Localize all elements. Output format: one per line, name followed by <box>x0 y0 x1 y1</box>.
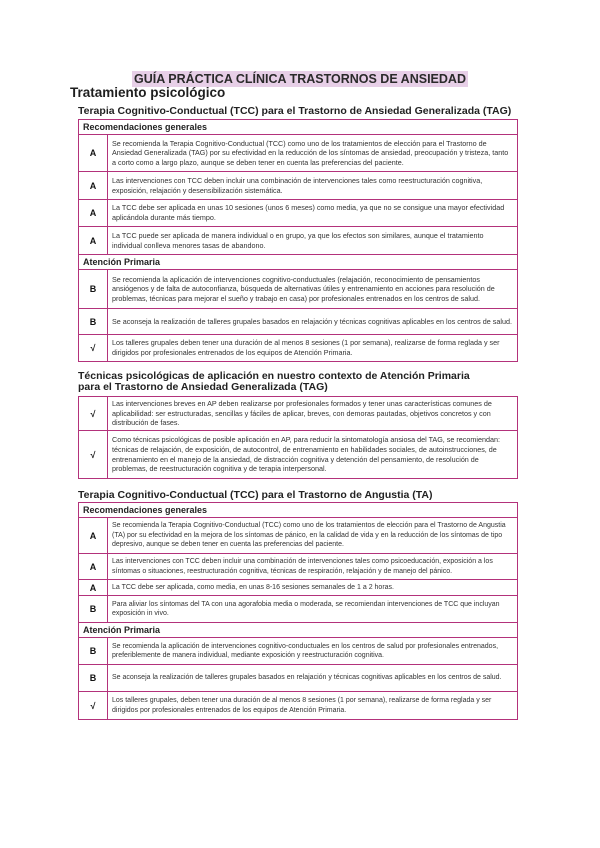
table-row <box>79 335 518 362</box>
tag-table-title: Terapia Cognitivo-Conductual (TCC) para el Trastorno de Ansiedad Generalizada (TAG) <box>78 105 512 117</box>
table-row <box>79 135 518 172</box>
table-row <box>79 172 518 200</box>
table-row <box>79 554 518 580</box>
grade-label: A <box>79 200 108 227</box>
table-row <box>79 596 518 623</box>
table-row <box>79 580 518 596</box>
recommendation-text: Se aconseja la realización de talleres grupales basados en relajación y técnicas cognitivas aplicables en los centros de salud. <box>108 309 518 335</box>
grade-label: √ <box>79 692 108 720</box>
recommendation-text: Se aconseja la realización de talleres grupales basados en relajación y técnicas cognitivas aplicables en los centros de salud. <box>108 665 518 692</box>
recommendation-text: Las intervenciones con TCC deben incluir una combinación de intervenciones tales como psicoeducación, exposición a los síntomas o situaciones, reestructuración cognitiva, técnicas de respiración, relajación y de manejo del pánico. <box>108 554 518 580</box>
grade-label: √ <box>79 397 108 431</box>
grade-label: B <box>79 665 108 692</box>
recommendation-text: Se recomienda la aplicación de intervenciones cognitivo-conductuales (relajación, reconocimiento de pensamientos ansiógenos y de falta de autoconfianza, búsqueda de alternativas útiles y entrenamiento en acciones para resolución de problemas, técnicas para mejorar el sueño y trabajo en casa) por profesionales entrenados en los centros de salud. <box>108 270 518 309</box>
recommendation-text: Se recomienda la Terapia Cognitivo-Conductual (TCC) como uno de los tratamientos de elección para el Trastorno de Ansiedad Generalizada (TAG) por su efectividad en la reducción de los síntomas de ansiedad, preocupación y tristeza, tanto a corto como a largo plazo, aunque se deben tener en cuenta las preferencias del paciente. <box>108 135 518 172</box>
recommendation-text: Para aliviar los síntomas del TA con una agorafobia media o moderada, se recomiendan intervenciones de TCC que incluyan exposición in vivo. <box>108 596 518 623</box>
tag-recommendations-table <box>78 119 518 362</box>
ta-primary-header: Atención Primaria <box>79 623 518 638</box>
ta-general-header: Recomendaciones generales <box>79 503 518 518</box>
recommendation-text: Se recomienda la aplicación de intervenciones cognitivo-conductuales en los centros de salud por profesionales entrenados, preferiblemente de manera individual, mediante exposición y reestructuración cognitiva. <box>108 638 518 665</box>
recommendation-text: Los talleres grupales deben tener una duración de al menos 8 sesiones (1 por semana), realizarse de forma reglada y ser dirigidos por profesionales entrenados de los equipos de Atención Primaria. <box>108 335 518 362</box>
grade-label: √ <box>79 335 108 362</box>
table-row <box>79 518 518 554</box>
table-row <box>79 227 518 255</box>
tag-general-header: Recomendaciones generales <box>79 120 518 135</box>
grade-label: B <box>79 270 108 309</box>
grade-label: A <box>79 227 108 255</box>
table-row <box>79 665 518 692</box>
table-row <box>79 692 518 720</box>
tag-primary-header: Atención Primaria <box>79 255 518 270</box>
recommendation-text: Los talleres grupales, deben tener una duración de al menos 8 sesiones (1 por semana), realizarse de forma reglada y ser dirigidos por profesionales entrenados de los equipos de Atención Primaria. <box>108 692 518 720</box>
table-row <box>79 397 518 431</box>
section-title: Tratamiento psicológico <box>70 85 226 100</box>
grade-label: A <box>79 554 108 580</box>
table-row <box>79 638 518 665</box>
grade-label: B <box>79 309 108 335</box>
grade-label: A <box>79 172 108 200</box>
recommendation-text: Las intervenciones breves en AP deben realizarse por profesionales formados y tener unas características comunes de aplicabilidad: ser estructuradas, sencillas y fáciles de aplicar, breves, con demoras pautadas, objetivos concretos y con distribución de fases. <box>108 397 518 431</box>
table-row <box>79 309 518 335</box>
recommendation-text: Las intervenciones con TCC deben incluir una combinación de intervenciones tales como reestructuración cognitiva, exposición, relajación y desensibilización sistemática. <box>108 172 518 200</box>
grade-label: √ <box>79 431 108 479</box>
table-row <box>79 431 518 479</box>
ta-table-title: Terapia Cognitivo-Conductual (TCC) para el Trastorno de Angustia (TA) <box>78 489 433 501</box>
grade-label: A <box>79 135 108 172</box>
recommendation-text: Se recomienda la Terapia Cognitivo-Conductual (TCC) como uno de los tratamientos de elección para el Trastorno de Angustia (TA) por su efectividad en la mejora de los síntomas de pánico, en la calidad de vida y en la reducción de los síntomas de tipo depresivo, aunque se deben tener en cuenta las preferencias del paciente. <box>108 518 518 554</box>
grade-label: A <box>79 580 108 596</box>
table-row <box>79 270 518 309</box>
recommendation-text: La TCC debe ser aplicada en unas 10 sesiones (unos 6 meses) como media, ya que no se consigue una mayor efectividad aplicándola durante más tiempo. <box>108 200 518 227</box>
document-title-text: GUÍA PRÁCTICA CLÍNICA TRASTORNOS DE ANSIEDAD <box>134 72 466 86</box>
tecnicas-table-title: Técnicas psicológicas de aplicación en nuestro contexto de Atención Primaria para el Trastorno de Ansiedad Generalizada (TAG) <box>78 370 470 393</box>
grade-label: B <box>79 638 108 665</box>
recommendation-text: La TCC puede ser aplicada de manera individual o en grupo, ya que los efectos son similares, aunque el tratamiento individual conlleva menores tasas de abandono. <box>108 227 518 255</box>
table-row <box>79 200 518 227</box>
tecnicas-table <box>78 396 518 479</box>
recommendation-text: Como técnicas psicológicas de posible aplicación en AP, para reducir la sintomatología ansiosa del TAG, se recomiendan: técnicas de relajación, de exposición, de autocontrol, de entrenamiento en habilidades sociales, de autoinstrucciones, de entrenamiento en el manejo de la ansiedad, de distracción cognitiva y detención del pensamiento, de resolución de problemas, de reestructuración cognitiva y de terapia interpersonal. <box>108 431 518 479</box>
recommendation-text: La TCC debe ser aplicada, como media, en unas 8-16 sesiones semanales de 1 a 2 horas. <box>108 580 518 596</box>
ta-recommendations-table <box>78 502 518 720</box>
grade-label: A <box>79 518 108 554</box>
grade-label: B <box>79 596 108 623</box>
